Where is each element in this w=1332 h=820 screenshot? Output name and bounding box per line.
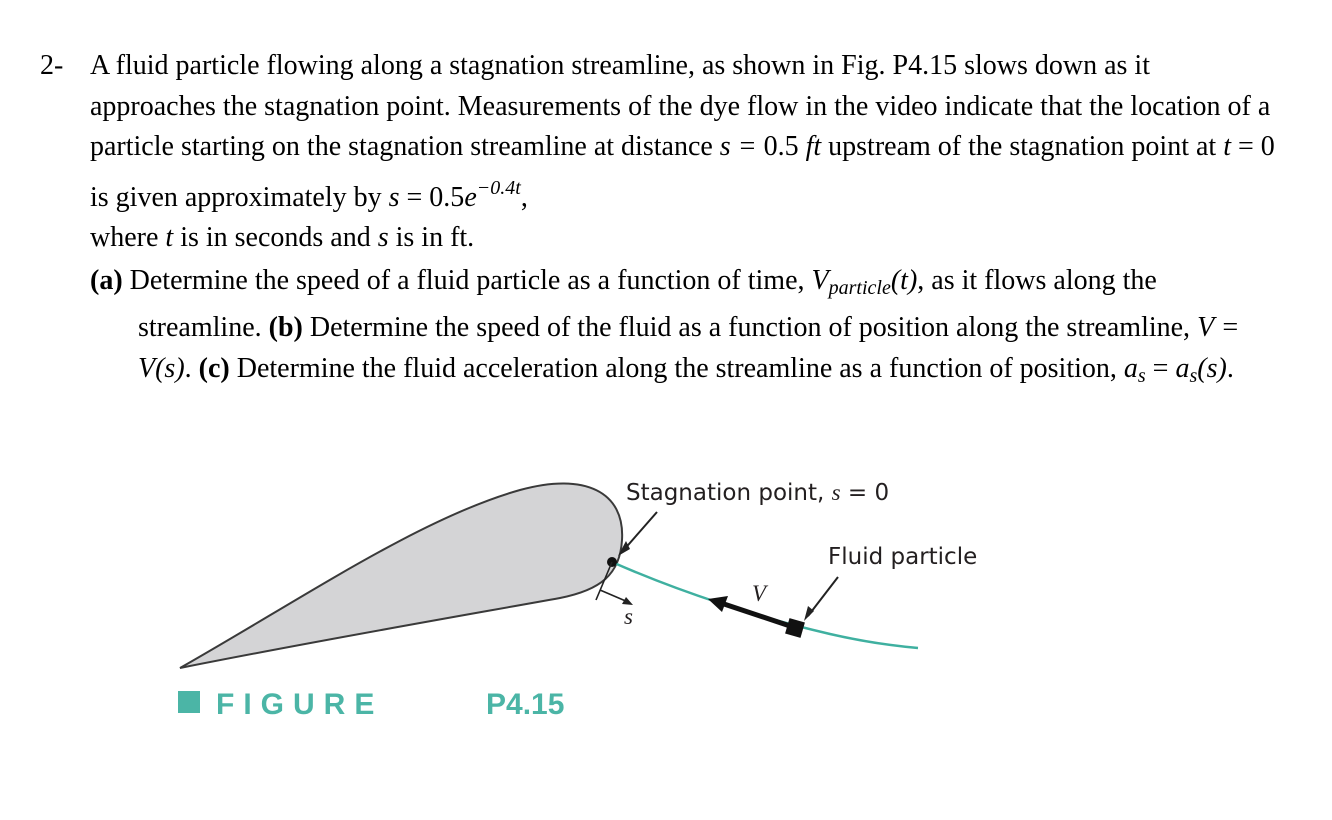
math-e: e [464, 181, 477, 213]
velocity-label: V [752, 581, 767, 606]
fluid-particle-label: Fluid particle [828, 544, 978, 570]
math-V: V [811, 264, 829, 296]
part-a-text: Determine the speed of a fluid particle as a function of time, [122, 264, 812, 296]
math-exponent: −0.4t [476, 176, 521, 199]
math-equals: = [1145, 352, 1176, 384]
statement-text: is in seconds and [173, 222, 378, 253]
velocity-arrowhead [708, 596, 728, 612]
s-axis-label: s [624, 604, 633, 629]
statement-text: where [90, 222, 166, 253]
math-arg-s: (s) [1197, 352, 1227, 384]
math-sub-s: s [1189, 364, 1198, 387]
part-c-text: . [1226, 352, 1234, 384]
statement-text: upstream of the stagnation point at [821, 131, 1224, 162]
part-b-text: . [184, 352, 199, 384]
caption-square-icon [178, 691, 200, 713]
part-b-text: Determine the speed of the fluid as a function of position along the streamline, [302, 312, 1198, 343]
statement-text: , [520, 181, 528, 213]
statement-text: is in ft. [388, 222, 475, 253]
math-s: s [388, 181, 400, 213]
math-t: t [165, 222, 174, 253]
math-unit-ft: ft [805, 131, 822, 162]
part-a-label: (a) [90, 264, 123, 296]
math-t: t [1223, 131, 1231, 162]
math-arg-t: (t) [890, 264, 918, 296]
fluid-particle [785, 618, 805, 638]
math-V-eq: V = V(s) [138, 312, 1240, 384]
statement-text: A fluid particle flowing along a stagnation streamline, as shown in Fig. P4.15 slows down as it approaches the stagnation point. Measurements of the dye flow in the video indicate that the location of a particle starting on the stagnation streamline at distance [90, 50, 1271, 162]
math-expr: = 0.5 [399, 181, 465, 213]
math-value: 0.5 [763, 131, 806, 162]
math-a: a [1175, 352, 1190, 384]
statement-text: = 0 is given approximately by [90, 131, 1275, 213]
part-b-label: (b) [268, 312, 303, 343]
figure-caption-word: FIGURE [216, 688, 384, 721]
part-c-text: Determine the fluid acceleration along the streamline as a function of position, [229, 352, 1124, 384]
airfoil-shape [180, 483, 622, 668]
part-c-label: (c) [198, 352, 230, 384]
stagnation-point-label: Stagnation point, s = 0 [626, 480, 890, 506]
math-a: a [1123, 352, 1138, 384]
math-s: s [377, 222, 389, 253]
figure-caption-number: P4.15 [486, 688, 565, 721]
part-a-text: , as it flows along the streamline. [138, 264, 1157, 343]
s-axis-arrow [600, 590, 628, 602]
math-s-eq: s = [719, 131, 757, 162]
math-sub-particle: particle [828, 276, 891, 299]
math-sub-s: s [1137, 364, 1146, 387]
velocity-arrow-shaft [724, 604, 790, 626]
problem-number: 2- [40, 50, 64, 81]
fluid-particle-arrowhead [804, 606, 814, 621]
